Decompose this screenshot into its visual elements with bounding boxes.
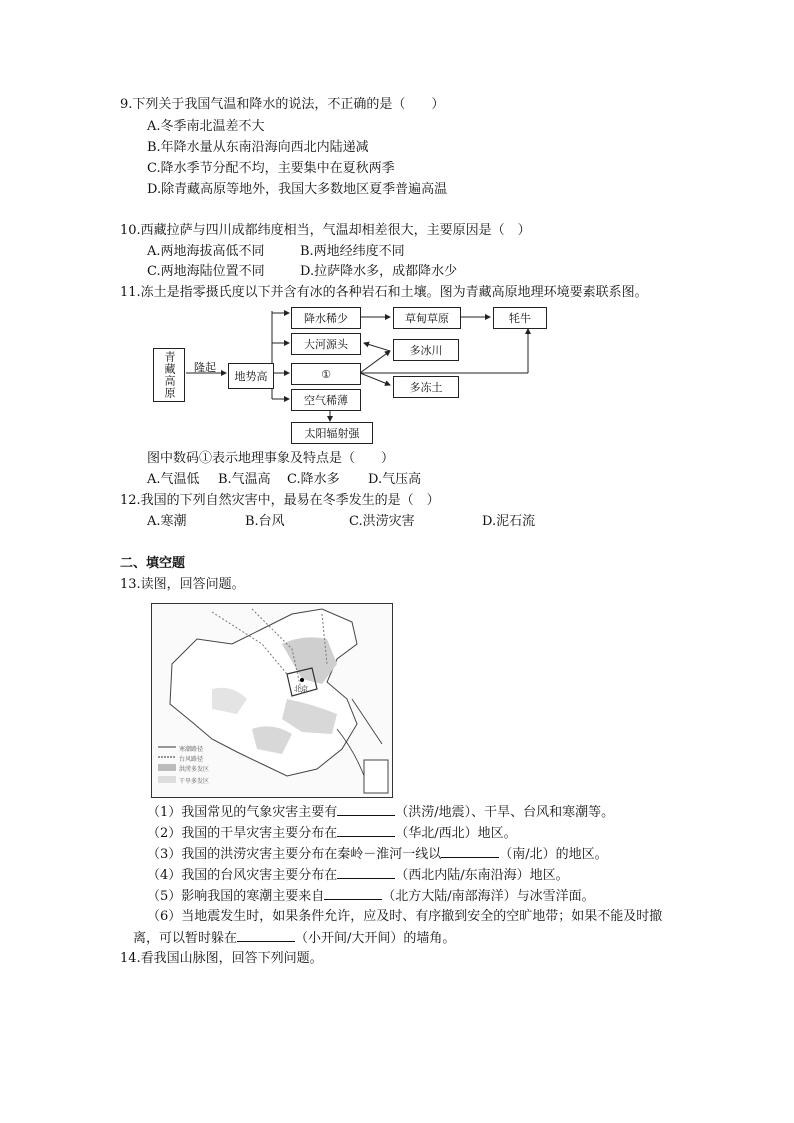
q13-sub2-blank[interactable] [337,824,395,837]
q13-sub5-blank[interactable] [324,887,382,900]
q13-sub1-text-b: （洪涝/地震）、干旱、台风和寒潮等。 [395,805,615,820]
q13-sub1-blank[interactable] [337,803,395,816]
q11-option-a[interactable]: A.气温低 [147,472,200,487]
q11-option-c[interactable]: C.降水多 [287,472,340,487]
q12-option-a[interactable]: A.寒潮 [147,514,187,529]
q11-option-b[interactable]: B.气温高 [218,472,271,487]
q13-sub2-text-a: （2）我国的干旱灾害主要分布在 [147,826,338,841]
q10-stem: 10.西藏拉萨与四川成都纬度相当，气温却相差很大，主要原因是（ ） [120,223,531,238]
q9-option-d[interactable]: D.除青藏高原等地外，我国大多数地区夏季普遍高温 [147,182,448,197]
q13-sub5 [147,887,595,906]
q13-sub3-text-a: （3）我国的洪涝灾害主要分布在秦岭－淮河一线以 [147,847,442,862]
q13-sub3-blank[interactable] [441,845,499,858]
q14-stem: 14.看我国山脉图，回答下列问题。 [120,951,323,966]
section-heading: 二、填空题 [120,556,186,571]
q13-stem: 13.读图，回答问题。 [120,577,245,592]
q9-option-a[interactable]: A.冬季南北温差不大 [147,119,265,134]
q13-sub4-blank[interactable] [337,866,395,879]
box-high-terrain: 地势高 [228,363,274,389]
box-strong-radiation: 太阳辐射强 [291,422,373,444]
box-plateau: 青藏高原 [153,348,185,402]
box-glaciers: 多冰川 [393,339,459,361]
q13-sub6-text-b: （小开间/大开间）的墙角。 [295,931,456,946]
q10-option-b[interactable]: B.两地经纬度不同 [300,244,405,259]
q12-stem: 12.我国的下列自然灾害中，最易在冬季发生的是（ ） [120,493,440,508]
q12-option-d[interactable]: D.泥石流 [482,514,536,529]
q13-sub3 [147,845,608,864]
label-uplift: 隆起 [194,361,216,374]
box-thin-air: 空气稀薄 [291,389,361,411]
q11-stem: 11.冻土是指零摄氏度以下并含有冰的各种岩石和土壤。图为青藏高原地理环境要素联系图。 [120,285,648,300]
box-permafrost: 多冻土 [393,376,459,398]
q10-option-a[interactable]: A.两地海拔高低不同 [147,244,265,259]
q13-sub5-text-a: （5）影响我国的寒潮主要来自 [147,889,325,904]
q12-option-b[interactable]: B.台风 [245,514,285,529]
q13-sub6-text-a: 离，可以暂时躲在 [133,931,238,946]
q13-sub3-text-b: （南/北）的地区。 [499,847,608,862]
q13-sub6 [133,929,455,948]
box-less-rain: 降水稀少 [291,307,361,329]
map-city-label: 北京 [294,685,308,693]
q10-option-d[interactable]: D.拉萨降水多，成都降水少 [300,264,458,279]
q13-sub1-text-a: （1）我国常见的气象灾害主要有 [147,805,338,820]
q13-sub4-text-a: （4）我国的台风灾害主要分布在 [147,868,338,883]
legend-flood: 洪涝多发区 [179,766,210,773]
box-yak: 牦牛 [493,307,547,329]
q13-sub2-text-b: （华北/西北）地区。 [395,826,517,841]
box-river-source: 大河源头 [291,333,361,355]
legend-drought: 干旱多发区 [179,778,210,785]
q9-stem: 9.下列关于我国气温和降水的说法，不正确的是（ ） [120,97,445,112]
q11-option-d[interactable]: D.气压高 [368,472,422,487]
china-disaster-map [151,603,393,798]
legend-cold-wave: 寒潮路径 [179,746,204,753]
box-blank-1: ① [291,363,361,385]
q13-sub2 [147,824,517,843]
q11-diagram [150,305,550,445]
q13-sub4-text-b: （西北内陆/东南沿海）地区。 [395,868,569,883]
q11-question: 图中数码①表示地理事象及特点是（ ） [147,451,395,466]
q13-sub6-blank[interactable] [237,929,295,942]
q13-sub5-text-b: （北方大陆/南部海洋）与冰雪洋面。 [382,889,595,904]
q13-sub1 [147,803,614,822]
q12-option-c[interactable]: C.洪涝灾害 [349,514,415,529]
legend-typhoon: 台风路径 [179,756,204,763]
q13-sub6-line1: （6）当地震发生时，如果条件允许，应及时、有序撤到安全的空旷地带；如果不能及时撤 [147,909,663,924]
q10-option-c[interactable]: C.两地海陆位置不同 [147,264,265,279]
q9-option-b[interactable]: B.年降水量从东南沿海向西北内陆递减 [147,140,369,155]
q13-sub4 [147,866,569,885]
box-grassland: 草甸草原 [393,307,461,329]
q9-option-c[interactable]: C.降水季节分配不均，主要集中在夏秋两季 [147,161,395,176]
